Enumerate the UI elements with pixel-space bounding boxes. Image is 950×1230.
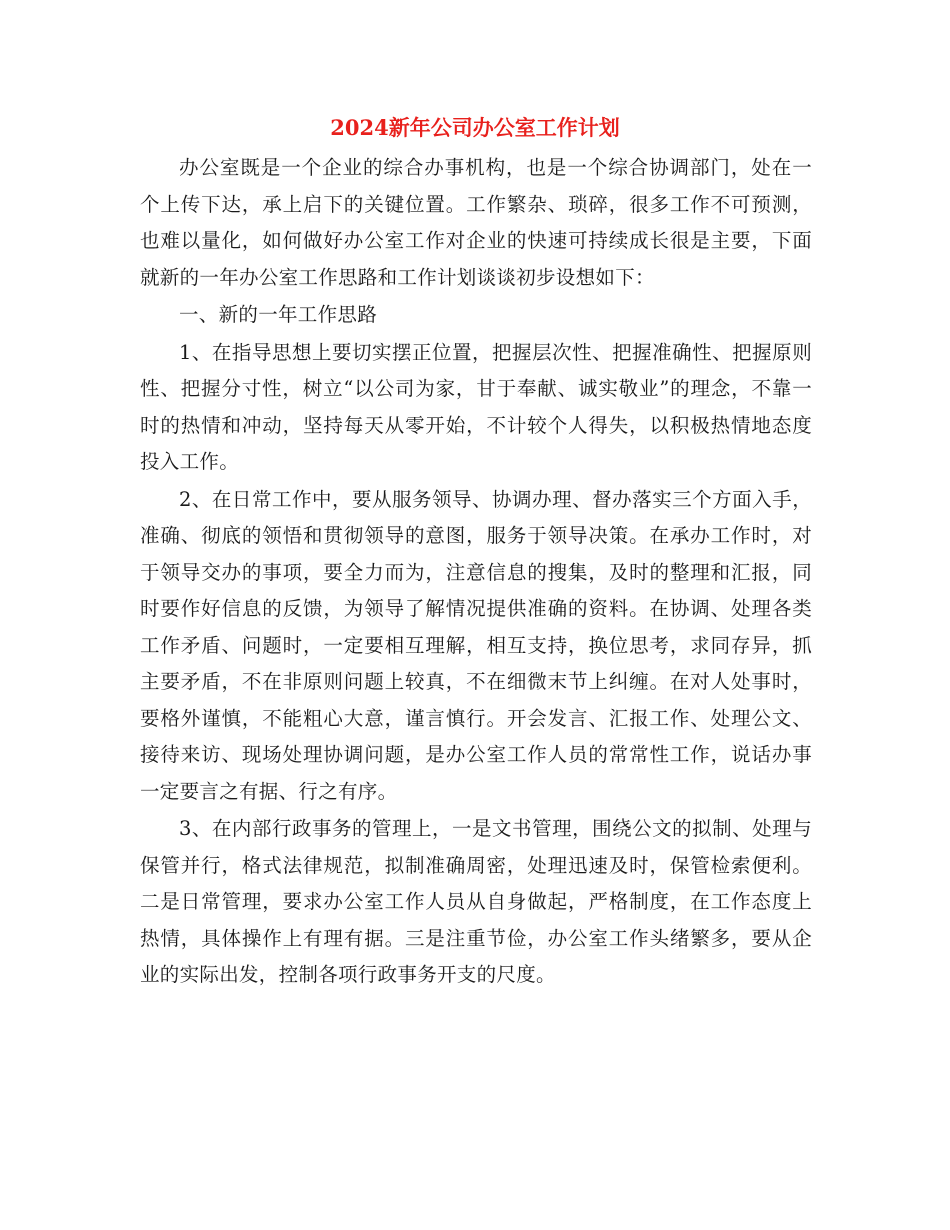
document-body	[140, 150, 812, 995]
document-title: 2024新年公司办公室工作计划	[330, 115, 620, 140]
paragraph-intro: 办公室既是一个企业的综合办事机构，也是一个综合协调部门，处在一个上传下达，承上启下的关键位置。工作繁杂、琐碎，很多工作不可预测，也难以量化，如何做好办公室工作对企业的快速可持续成长很是主要，下面就新的一年办公室工作思路和工作计划谈谈初步设想如下：	[140, 156, 812, 289]
paragraph-item-2: 2、在日常工作中，要从服务领导、协调办理、督办落实三个方面入手，准确、彻底的领悟和贯彻领导的意图，服务于领导决策。在承办工作时，对于领导交办的事项，要全力而为，注意信息的搜集，及时的整理和汇报，同时要作好信息的反馈，为领导了解情况提供准确的资料。在协调、处理各类工作矛盾、问题时，一定要相互理解，相互支持，换位思考，求同存异，抓主要矛盾，不在非原则问题上较真，不在细微末节上纠缠。在对人处事时，要格外谨慎，不能粗心大意，谨言慎行。开会发言、汇报工作、处理公文、接待来访、现场处理协调问题，是办公室工作人员的常常性工作，说话办事一定要言之有据、行之有序。	[140, 487, 812, 803]
paragraph-item-3: 3、在内部行政事务的管理上，一是文书管理，围绕公文的拟制、处理与保管并行，格式法律规范，拟制准确周密，处理迅速及时，保管检索便利。二是日常管理，要求办公室工作人员从自身做起，严格制度，在工作态度上热情，具体操作上有理有据。三是注重节俭，办公室工作头绪繁多，要从企业的实际出发，控制各项行政事务开支的尺度。	[140, 817, 812, 986]
section-heading-work-ideas: 一、新的一年工作思路	[179, 303, 378, 326]
paragraph-item-1: 1、在指导思想上要切实摆正位置，把握层次性、把握准确性、把握原则性、把握分寸性，树立“以公司为家，甘于奉献、诚实敬业”的理念，不靠一时的热情和冲动，坚持每天从零开始，不计较个人得失，以积极热情地态度投入工作。	[140, 340, 812, 473]
